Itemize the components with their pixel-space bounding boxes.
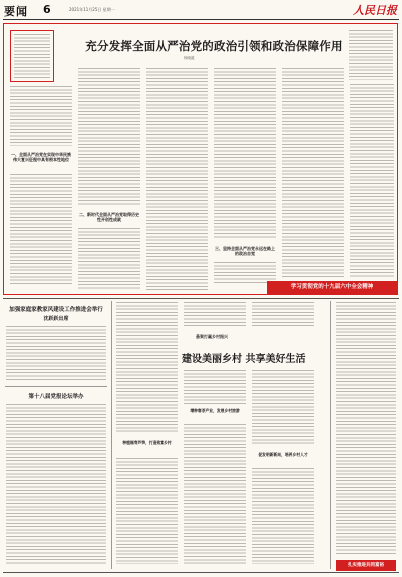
left-story-text — [6, 404, 106, 564]
feature-text-block — [78, 68, 140, 206]
left-story-text — [6, 326, 106, 382]
story-main-title: 建设美丽乡村 共享美好生活 — [182, 354, 306, 365]
story-subhead-1: 种植福寿芦笋，打造致富乡村 — [122, 440, 172, 445]
left-story-subtitle: 沈跃跃出席 — [43, 316, 69, 322]
masthead — [3, 2, 399, 19]
feature-text-block — [146, 68, 208, 290]
editor-note-text — [14, 34, 50, 78]
story-subhead-3: 促发明新新局，培养乡村人才 — [258, 452, 308, 457]
feature-article — [3, 23, 398, 295]
story-kicker: 悬案打赢乡村振兴 — [196, 334, 228, 339]
story-text — [116, 302, 178, 434]
feature-text-block — [78, 228, 140, 290]
feature-text-block — [10, 174, 72, 284]
story-text — [252, 370, 314, 446]
feature-text-block — [350, 84, 394, 278]
feature-text-block — [10, 86, 72, 146]
left-story-rule — [5, 386, 107, 387]
feature-title: 充分发挥全面从严治党的政治引领和政治保障作用 — [85, 39, 343, 53]
masthead-rule — [3, 19, 399, 20]
newspaper-logo: 人民日报 — [353, 4, 397, 17]
left-story-title: 加强家庭家教家风建设工作推进会举行 — [9, 307, 103, 313]
story-text — [184, 302, 246, 328]
feature-text-block — [349, 30, 393, 80]
commentary-text — [336, 302, 396, 556]
feature-byline: 杨晓渡 — [184, 56, 195, 60]
left-story-title-2: 第十八届党报论坛举办 — [28, 394, 84, 400]
page-number: 6 — [43, 3, 51, 16]
feature-subhead-1: 一、全面从严治党在实现中华民族伟大复兴征程中具有根本性地位 — [11, 152, 71, 162]
story-text — [184, 424, 246, 564]
feature-subhead-2: 二、新时代全面从严治党取得历史性开创性成就 — [79, 212, 139, 222]
feature-text-block — [214, 68, 276, 238]
column-divider — [111, 301, 112, 569]
page-footer-rule — [3, 572, 399, 573]
feature-text-block — [282, 68, 344, 278]
section-divider — [3, 298, 399, 299]
story-subhead-2: 增种春茶产业，发展乡村旅游 — [190, 408, 240, 413]
feature-subhead-3: 三、坚持全面从严治党永远在路上的政治自觉 — [215, 246, 275, 256]
issue-date: 2021年11月25日 星期一 — [69, 7, 115, 12]
story-text — [116, 458, 178, 564]
commentary-banner: 扎实推进共同富裕 — [336, 560, 396, 571]
column-divider — [330, 301, 331, 569]
story-text — [252, 302, 314, 328]
story-text — [184, 370, 246, 404]
section-name: 要闻 — [4, 5, 28, 18]
feature-banner: 学习贯彻党的十九届六中全会精神 — [267, 281, 397, 294]
story-text — [252, 468, 314, 564]
editor-note-box — [10, 30, 54, 82]
